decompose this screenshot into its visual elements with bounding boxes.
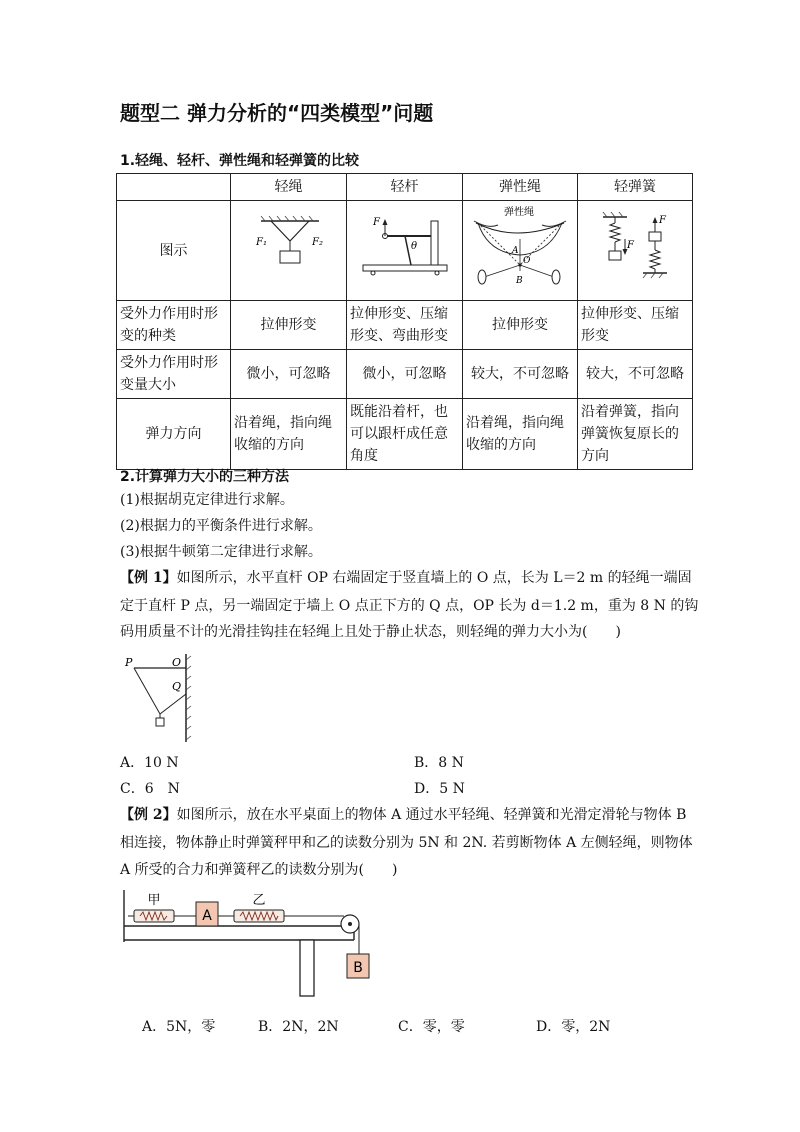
table-cell: 拉伸形变 [231,301,347,350]
row-label: 弹力方向 [117,399,231,470]
table-header-cell: 轻绳 [231,174,347,201]
table-row [117,350,693,399]
table-row [117,301,693,350]
example2-option-b: B．2N，2N [258,1019,339,1035]
example2-figure [118,882,378,1002]
example2-line-3: A 所受的合力和弹簧秤乙的读数分别为( ) [120,862,398,878]
table-row [117,201,693,301]
example1-line-3: 码用质量不计的光滑挂钩挂在轻绳上且处于静止状态，则轻绳的弹力大小为( ) [120,624,621,640]
example2-option-d: D．零，2N [536,1019,611,1035]
table-cell: 拉伸形变 [463,301,578,350]
example1-line-2: 定于直杆 P 点，另一端固定于墙上 O 点正下方的 Q 点，OP 长为 d＝1.2 m，重为 8 N 的钩 [120,598,699,614]
table-header-cell: 轻杆 [347,174,463,201]
rope-diagram [239,207,339,287]
spring-f-label-1: F [627,240,634,251]
example1-line-1 [120,566,692,590]
block-a-label: A [202,908,212,924]
table-cell: 较大，不可忽略 [463,350,578,399]
spring-figure-cell [578,201,693,301]
row-label: 受外力作用时形变的种类 [117,301,231,350]
table-header-cell: 弹性绳 [463,174,578,201]
q-label: Q [172,680,182,693]
table-header-cell: 轻弹簧 [578,174,693,201]
theta-label: θ [410,241,417,252]
example2-line-1 [120,803,686,827]
elastic-title-label: 弹性绳 [504,207,534,218]
rod-diagram [355,207,455,287]
spring-diagram [585,207,685,287]
o-label: O [172,656,182,669]
method-item: (3)根据牛顿第二定律进行求解。 [120,544,322,560]
page-title: 题型二 弹力分析的“四类模型”问题 [120,101,434,125]
example1-label: 【例 1】 [120,570,177,586]
table-header-cell [117,174,231,201]
yi-label: 乙 [252,893,266,908]
elastic-figure-cell [463,201,578,301]
block-b-label: B [353,960,363,976]
table-cell: 拉伸形变、压缩形变、弯曲形变 [347,301,463,350]
example1-option-b: B．8 N [414,755,464,771]
o-point-label: O [523,256,531,266]
rope-figure-cell [231,201,347,301]
section1-heading: 1.轻绳、轻杆、弹性绳和轻弹簧的比较 [120,153,360,169]
comparison-table [116,173,693,470]
example1-option-a: A．10 N [120,755,179,771]
section2-heading: 2.计算弹力大小的三种方法 [120,469,290,485]
table-cell: 微小，可忽略 [231,350,347,399]
method-item: (1)根据胡克定律进行求解。 [120,492,294,508]
table-cell: 较大，不可忽略 [578,350,693,399]
example1-figure [122,650,202,745]
example2-text: 如图所示，放在水平桌面上的物体 A 通过水平轻绳、轻弹簧和光滑定滑轮与物体 B [176,807,687,823]
rod-figure-cell [347,201,463,301]
method-item: (2)根据力的平衡条件进行求解。 [120,518,322,534]
example2-label: 【例 2】 [120,807,177,823]
jia-label: 甲 [147,893,161,908]
example1-text: 如图所示，水平直杆 OP 右端固定于竖直墙上的 O 点，长为 L＝2 m 的轻绳一端固 [176,570,692,586]
p-label: P [125,656,133,669]
row-label: 受外力作用时形变量大小 [117,350,231,399]
a-point-label: A [512,246,519,256]
example1-option-c: C．6 N [120,781,180,797]
table-row [117,399,693,470]
b-point-label: B [516,276,523,286]
table-cell: 拉伸形变、压缩形变 [578,301,693,350]
table-cell: 微小，可忽略 [347,350,463,399]
table-cell: 沿着绳，指向绳收缩的方向 [231,399,347,470]
f2-label: F₂ [311,237,323,248]
example2-option-c: C．零，零 [398,1019,465,1035]
table-cell: 沿着弹簧，指向弹簧恢复原长的方向 [578,399,693,470]
elastic-rope-diagram [468,203,572,291]
row-label: 图示 [117,201,231,301]
spring-f-label-2: F [659,215,666,226]
table-cell: 既能沿着杆，也可以跟杆成任意角度 [347,399,463,470]
f-label: F [372,217,380,228]
example2-line-2: 相连接，物体静止时弹簧秤甲和乙的读数分别为 5N 和 2N. 若剪断物体 A 左侧轻绳，则物体 [120,835,693,851]
example2-option-a: A．5N，零 [142,1019,216,1035]
f1-label: F₁ [255,237,267,248]
example1-option-d: D．5 N [414,781,465,797]
table-header-row [117,174,693,201]
table-cell: 沿着绳，指向绳收缩的方向 [463,399,578,470]
